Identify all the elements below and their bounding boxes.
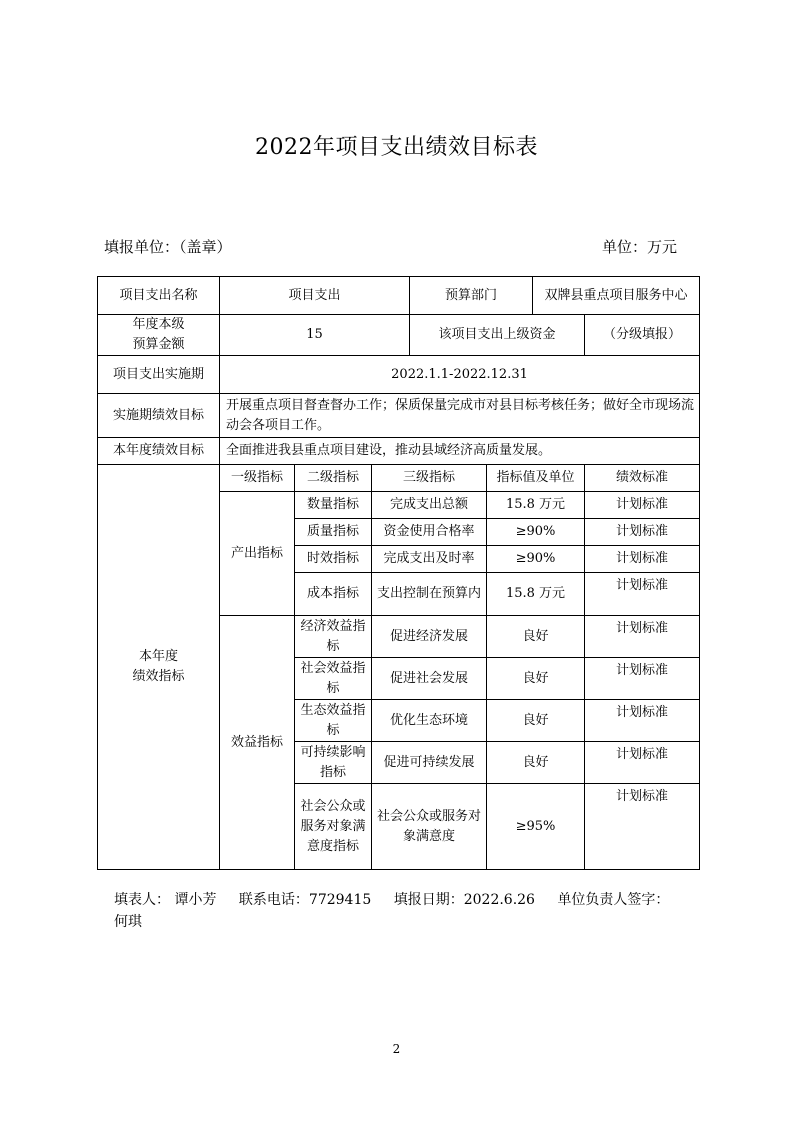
footer — [114, 889, 687, 933]
period-value: 2022.1.1-2022.12.31 — [220, 356, 700, 394]
indicator-level3: 促进经济发展 — [372, 616, 487, 658]
indicator-level3: 社会公众或服务对象满意度 — [372, 784, 487, 870]
fill-unit-label: 填报单位：（盖章） — [104, 238, 232, 256]
indicator-level2: 成本指标 — [295, 573, 372, 616]
fill-date: 填报日期：2022.6.26 — [393, 892, 535, 908]
indicator-value: ≥95% — [487, 784, 585, 870]
responsible-name: 何琪 — [114, 914, 142, 930]
budget-label-line2: 预算金额 — [132, 337, 185, 352]
indicator-standard: 计划标准 — [585, 784, 700, 870]
indicator-level3: 促进社会发展 — [372, 658, 487, 700]
annual-goal-label: 本年度绩效目标 — [98, 438, 220, 465]
responsible-signature-label: 单位负责人签字： — [557, 892, 670, 908]
col-header-standard: 绩效标准 — [585, 465, 700, 492]
project-name-label: 项目支出名称 — [98, 277, 220, 315]
indicator-level2: 经济效益指标 — [295, 616, 372, 658]
indicator-value: 良好 — [487, 658, 585, 700]
indicator-standard: 计划标准 — [585, 742, 700, 784]
indicator-standard: 计划标准 — [585, 546, 700, 573]
page-number: 2 — [392, 1042, 401, 1056]
dept-value: 双牌县重点项目服务中心 — [533, 277, 700, 315]
indicator-level2: 社会效益指标 — [295, 658, 372, 700]
indicator-value: 15.8 万元 — [487, 573, 585, 616]
superior-funds-label: 该项目支出上级资金 — [410, 315, 585, 356]
contact-phone: 联系电话：7729415 — [238, 892, 372, 908]
col-header-level1: 一级指标 — [220, 465, 295, 492]
budget-label-line1: 年度本级 — [132, 317, 185, 332]
indicator-value: ≥90% — [487, 546, 585, 573]
indicator-value: ≥90% — [487, 519, 585, 546]
benefit-indicator-label: 效益指标 — [220, 616, 295, 870]
dept-label: 预算部门 — [410, 277, 533, 315]
indicator-level2: 质量指标 — [295, 519, 372, 546]
indicators-section-line2: 绩效指标 — [132, 669, 185, 684]
indicators-section-label — [98, 465, 220, 870]
money-unit-label: 单位：万元 — [601, 238, 677, 256]
indicator-standard: 计划标准 — [585, 658, 700, 700]
indicators-section-line1: 本年度 — [138, 649, 178, 664]
indicator-level2: 时效指标 — [295, 546, 372, 573]
indicator-level3: 完成支出及时率 — [372, 546, 487, 573]
indicator-standard: 计划标准 — [585, 519, 700, 546]
project-name-value: 项目支出 — [220, 277, 410, 315]
col-header-level3: 三级指标 — [372, 465, 487, 492]
indicator-level2: 社会公众或服务对象满意度指标 — [295, 784, 372, 870]
impl-goal-value: 开展重点项目督查督办工作；保质保量完成市对县目标考核任务；做好全市现场流动会各项目工作。 — [220, 394, 700, 438]
filler-name: 填表人： 谭小芳 — [114, 892, 217, 908]
output-indicator-label: 产出指标 — [220, 492, 295, 616]
indicator-value: 良好 — [487, 700, 585, 742]
annual-goal-value: 全面推进我县重点项目建设，推动县域经济高质量发展。 — [220, 438, 700, 465]
budget-label — [98, 315, 220, 356]
impl-goal-label: 实施期绩效目标 — [98, 394, 220, 438]
performance-table — [97, 276, 700, 870]
indicator-level2: 可持续影响指标 — [295, 742, 372, 784]
indicator-level3: 完成支出总额 — [372, 492, 487, 519]
indicator-level2: 生态效益指标 — [295, 700, 372, 742]
indicator-standard: 计划标准 — [585, 616, 700, 658]
page-title: 2022年项目支出绩效目标表 — [255, 135, 538, 160]
indicator-level3: 促进可持续发展 — [372, 742, 487, 784]
indicator-standard: 计划标准 — [585, 700, 700, 742]
indicator-level3: 优化生态环境 — [372, 700, 487, 742]
indicator-value: 良好 — [487, 742, 585, 784]
indicator-level3: 资金使用合格率 — [372, 519, 487, 546]
indicator-level2: 数量指标 — [295, 492, 372, 519]
col-header-level2: 二级指标 — [295, 465, 372, 492]
superior-funds-value: （分级填报） — [585, 315, 700, 356]
indicator-standard: 计划标准 — [585, 492, 700, 519]
col-header-value: 指标值及单位 — [487, 465, 585, 492]
period-label: 项目支出实施期 — [98, 356, 220, 394]
indicator-standard: 计划标准 — [585, 573, 700, 616]
indicator-level3: 支出控制在预算内 — [372, 573, 487, 616]
indicator-value: 良好 — [487, 616, 585, 658]
indicator-value: 15.8 万元 — [487, 492, 585, 519]
budget-value: 15 — [220, 315, 410, 356]
